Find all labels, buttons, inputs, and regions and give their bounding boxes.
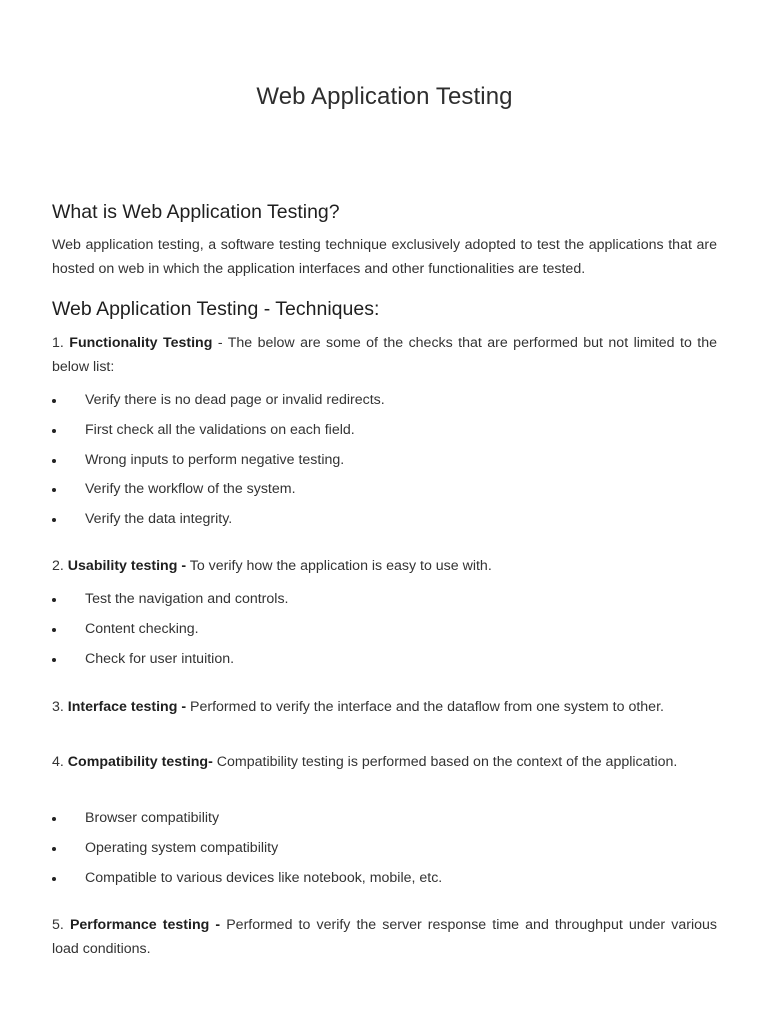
list-item (52, 418, 717, 448)
list-item-text: Browser compatibility (85, 810, 220, 826)
list-item (52, 587, 717, 617)
bullet-icon (52, 429, 56, 433)
list-item-text: Verify the workflow of the system. (85, 481, 296, 498)
functionality-checklist (52, 388, 717, 537)
compatibility-checklist (52, 806, 717, 895)
list-item (52, 806, 717, 836)
technique-label: Functionality Testing (69, 335, 213, 351)
technique-usability (52, 554, 717, 578)
what-is-heading: What is Web Application Testing? (52, 201, 340, 223)
what-is-paragraph: Web application testing, a software testing technique exclusively adopted to test the applications that are hosted on web in which the application interfaces and other functionalities are tested. (52, 237, 717, 277)
technique-compatibility (52, 750, 717, 774)
technique-number: 3. (52, 699, 64, 715)
bullet-icon (52, 598, 56, 602)
technique-label: Performance testing - (69, 917, 221, 933)
list-item (52, 388, 717, 418)
list-item (52, 866, 717, 896)
usability-checklist (52, 587, 717, 676)
technique-text: Performed to verify the server response time and throughput under various load conditions. (52, 917, 717, 957)
bullet-icon (52, 817, 56, 821)
technique-number: 2. (52, 558, 64, 574)
list-item (52, 836, 717, 866)
list-item-text: First check all the validations on each field. (85, 421, 355, 438)
bullet-icon (52, 628, 56, 632)
list-item (52, 448, 717, 478)
list-item-text: Verify there is no dead page or invalid redirects. (85, 392, 385, 408)
techniques-heading: Web Application Testing - Techniques: (52, 298, 380, 320)
technique-label: Compatibility testing- (67, 754, 213, 770)
technique-interface (52, 695, 717, 719)
list-item-text: Operating system compatibility (85, 839, 279, 856)
technique-number: 1. (52, 335, 64, 351)
technique-number: 4. (52, 754, 64, 770)
list-item-text: Wrong inputs to perform negative testing. (85, 451, 345, 468)
bullet-icon (52, 488, 56, 492)
technique-text: - The below are some of the checks that are performed but not limited to the below list: (52, 335, 717, 375)
technique-functionality (52, 331, 717, 379)
list-item-text: Content checking. (85, 620, 199, 637)
bullet-icon (52, 518, 56, 522)
technique-label: Usability testing - (67, 558, 187, 574)
technique-label: Interface testing - (67, 699, 187, 715)
document-title: Web Application Testing (256, 83, 513, 110)
bullet-icon (52, 847, 56, 851)
list-item (52, 477, 717, 507)
list-item (52, 507, 717, 537)
technique-performance (52, 913, 717, 961)
list-item (52, 647, 717, 677)
technique-text: Compatibility testing is performed based on the context of the application. (212, 754, 678, 770)
technique-text: Performed to verify the interface and the dataflow from one system to other. (186, 699, 664, 715)
bullet-icon (52, 399, 56, 403)
bullet-icon (52, 877, 56, 881)
list-item-text: Verify the data integrity. (85, 511, 233, 528)
technique-number: 5. (52, 917, 64, 933)
list-item-text: Check for user intuition. (85, 650, 235, 667)
bullet-icon (52, 459, 56, 463)
bullet-icon (52, 658, 56, 662)
list-item-text: Test the navigation and controls. (85, 591, 289, 607)
list-item-text: Compatible to various devices like notebook, mobile, etc. (85, 869, 443, 886)
technique-text: To verify how the application is easy to use with. (186, 558, 492, 574)
list-item (52, 617, 717, 647)
